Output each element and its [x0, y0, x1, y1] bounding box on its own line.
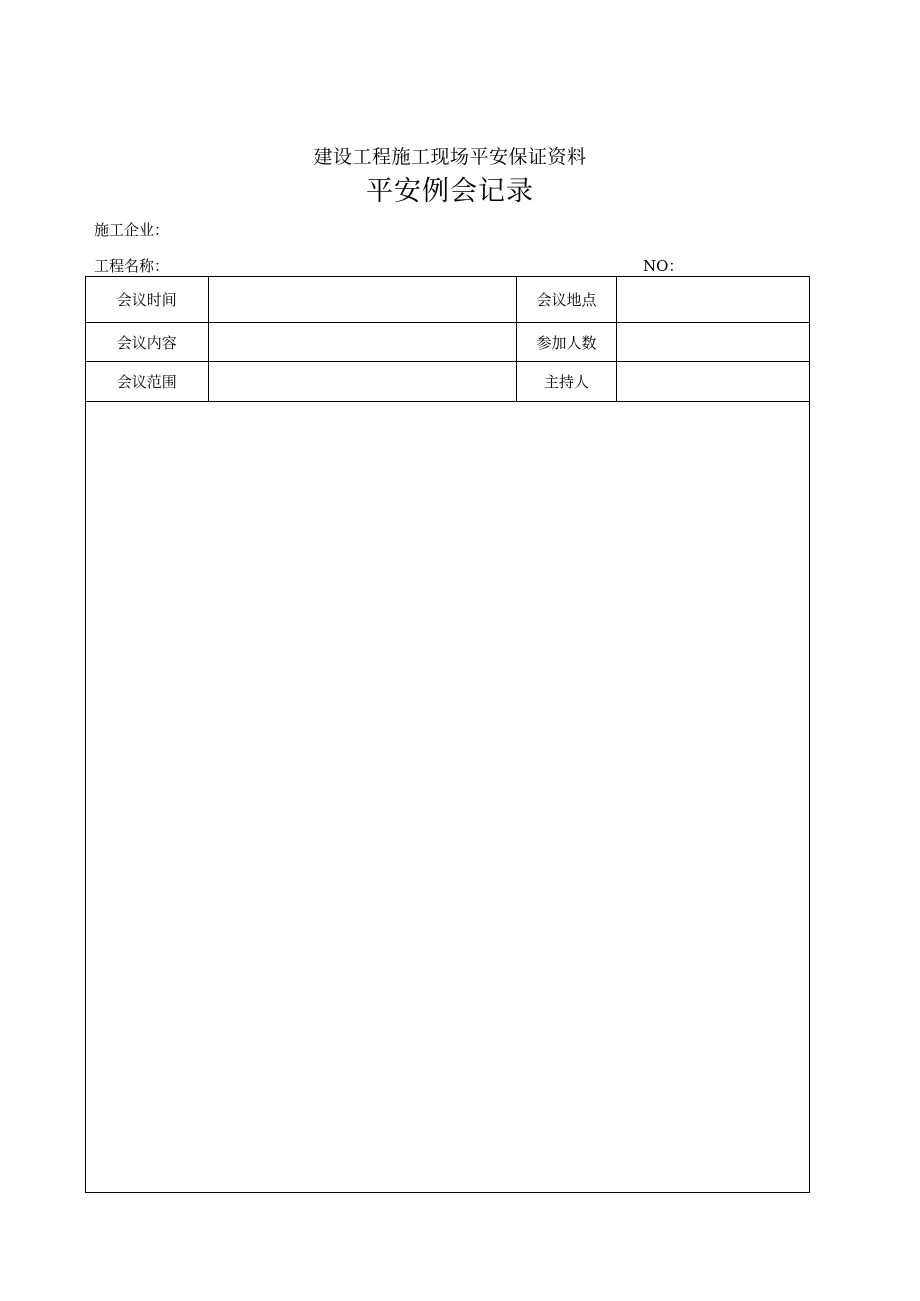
table-row — [86, 277, 810, 323]
meeting-location-value[interactable] — [617, 277, 810, 323]
document-subtitle: 建设工程施工现场平安保证资料 — [313, 146, 587, 168]
host-label: 主持人 — [516, 362, 616, 402]
meeting-time-label: 会议时间 — [86, 277, 209, 323]
meeting-record-table — [85, 276, 810, 1193]
meeting-content-label: 会议内容 — [86, 323, 209, 362]
table-row — [86, 362, 810, 402]
meeting-scope-value[interactable] — [208, 362, 516, 402]
meeting-scope-label: 会议范围 — [86, 362, 209, 402]
table-row — [86, 323, 810, 362]
meeting-location-label: 会议地点 — [516, 277, 616, 323]
project-name-label: 工程名称： — [94, 257, 170, 275]
meeting-content-value[interactable] — [208, 323, 516, 362]
host-value[interactable] — [617, 362, 810, 402]
attendee-count-value[interactable] — [617, 323, 810, 362]
document-title: 平安例会记录 — [366, 176, 534, 207]
meeting-time-value[interactable] — [208, 277, 516, 323]
record-number-label: NO： — [643, 257, 684, 275]
attendee-count-label: 参加人数 — [516, 323, 616, 362]
enterprise-label: 施工企业： — [94, 221, 170, 239]
table-row — [86, 402, 810, 1193]
meeting-notes-area[interactable] — [86, 402, 810, 1193]
